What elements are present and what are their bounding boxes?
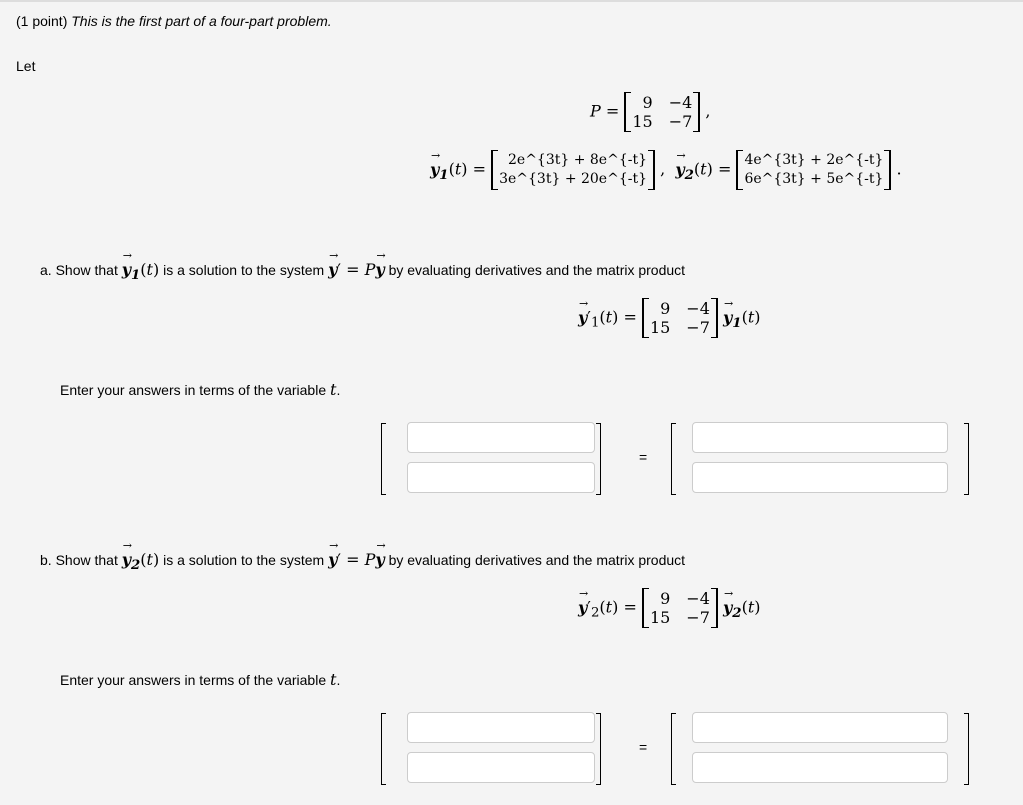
left-bracket <box>381 423 386 495</box>
b-lhs-row2-input[interactable] <box>407 752 595 783</box>
equals-sign: = <box>639 449 648 465</box>
right-bracket <box>964 713 969 785</box>
left-bracket <box>671 423 676 495</box>
top-border <box>0 0 1023 2</box>
y1-entry-2: 3e^{3t} + 20e^{-t} <box>499 171 647 187</box>
part-b-prompt: b. Show that → $y_2(t)$ is a solution to the system → y′ = P→ y by evaluating derivatives and the matrix product <box>40 550 685 573</box>
part-a-equation: → $y'_1(t)$ = 9 −4 15 −7 → $y_1(t)$ <box>578 298 761 338</box>
part-b-equation: → $y'_2(t)$ = 9 −4 15 −7 → $y_2(t)$ <box>578 588 761 628</box>
right-bracket <box>596 713 601 785</box>
b-rhs-row2-input[interactable] <box>692 752 948 783</box>
part-a-instructions: Enter your answers in terms of the variable t. <box>60 380 341 399</box>
y1-entry-1: 2e^{3t} + 8e^{-t} <box>508 152 647 168</box>
a-lhs-row1-input[interactable] <box>407 422 595 453</box>
intro-text: This is the first part of a four-part problem. <box>71 13 332 29</box>
left-bracket <box>671 713 676 785</box>
part-b-instructions: Enter your answers in terms of the variable t. <box>60 670 341 689</box>
right-bracket <box>596 423 601 495</box>
part-a-prompt: a. Show that → $y_1(t)$ is a solution to the system → y′ = P→ y by evaluating derivatives and the matrix product <box>40 260 685 283</box>
y-vectors-definition: → $y_1(t)$ = 2e^{3t} + 8e^{-t} 3e^{3t} + 20e^{-t} , → $y_2(t)$ = 4e^{3t} + 2e^{-t} 6e^{3t} + 5e^{-t} . <box>430 150 902 190</box>
left-bracket <box>381 713 386 785</box>
y2-vector <box>736 150 891 190</box>
a-rhs-row1-input[interactable] <box>692 422 948 453</box>
problem-header <box>16 13 332 29</box>
matrix-P: 9 −4 15 −7 <box>624 92 700 132</box>
a-rhs-row2-input[interactable] <box>692 462 948 493</box>
equals-sign: = <box>639 739 648 755</box>
b-rhs-row1-input[interactable] <box>692 712 948 743</box>
y2-entry-2: 6e^{3t} + 5e^{-t} <box>744 171 884 187</box>
b-lhs-row1-input[interactable] <box>407 712 595 743</box>
points-label: (1 point) <box>16 13 68 29</box>
a-lhs-row2-input[interactable] <box>407 462 595 493</box>
matrix-P-definition: P = 9 −4 15 −7 , <box>590 93 711 131</box>
let-label: Let <box>16 58 36 74</box>
right-bracket <box>964 423 969 495</box>
y2-entry-1: 4e^{3t} + 2e^{-t} <box>744 152 884 168</box>
y1-vector <box>491 150 655 190</box>
